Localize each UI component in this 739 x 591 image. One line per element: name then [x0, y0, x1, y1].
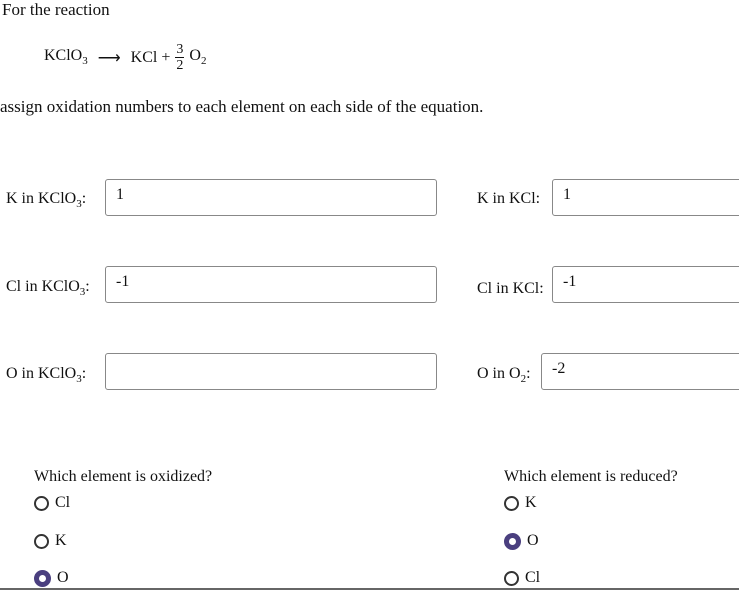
- radio-icon[interactable]: [504, 496, 519, 511]
- o-kclo3-input[interactable]: [105, 353, 437, 390]
- radio-icon[interactable]: [34, 534, 49, 549]
- option-label: K: [55, 532, 67, 549]
- option-label: K: [525, 494, 537, 511]
- arrow: ⟶: [97, 49, 121, 67]
- denominator: 2: [176, 58, 184, 73]
- numerator: 3: [176, 42, 184, 57]
- k-kclo3-label: K in KClO$_3$:: [6, 190, 87, 211]
- reduced-option-k[interactable]: [504, 494, 537, 512]
- intro-text: For the reaction: [2, 0, 110, 19]
- option-label: O: [527, 532, 539, 549]
- o-kclo3-label: O in KClO$_3$:: [6, 365, 87, 386]
- k-kclo3-input[interactable]: 1: [105, 179, 437, 216]
- reaction-equation: [44, 42, 206, 73]
- bottom-divider: [0, 588, 739, 590]
- reduced-question: Which element is reduced?: [504, 468, 678, 485]
- reduced-option-o[interactable]: [504, 532, 539, 550]
- instruction-text: assign oxidation numbers to each element on each side of the equation.: [0, 97, 484, 116]
- radio-icon[interactable]: [34, 496, 49, 511]
- cl-kcl-input[interactable]: -1: [552, 266, 739, 303]
- product2-sub: 2: [200, 55, 207, 68]
- cl-kclo3-input[interactable]: -1: [105, 266, 437, 303]
- option-label: Cl: [525, 569, 541, 586]
- option-label: Cl: [55, 494, 71, 511]
- cl-kcl-label: Cl in KCl:: [477, 280, 544, 297]
- k-kcl-label: K in KCl:: [477, 190, 541, 207]
- reactant: KClO: [44, 47, 83, 65]
- radio-icon[interactable]: [504, 571, 519, 586]
- reduced-option-cl[interactable]: [504, 569, 540, 587]
- o-o2-label: O in $O_2$:: [477, 365, 531, 386]
- oxidized-question: Which element is oxidized?: [34, 468, 213, 485]
- option-label: O: [57, 569, 69, 586]
- k-kcl-input[interactable]: 1: [552, 179, 739, 216]
- radio-selected-icon[interactable]: [504, 533, 521, 550]
- cl-kclo3-label: Cl in KClO$_3$:: [6, 278, 90, 299]
- oxidized-option-o[interactable]: [34, 569, 69, 587]
- reactant-sub: 3: [82, 55, 88, 68]
- o-o2-input[interactable]: -2: [541, 353, 739, 390]
- product2: O: [189, 47, 201, 65]
- oxidized-option-k[interactable]: [34, 532, 67, 550]
- product1: KCl +: [130, 48, 171, 66]
- fraction: [175, 42, 184, 73]
- radio-selected-icon[interactable]: [34, 570, 51, 587]
- oxidized-option-cl[interactable]: [34, 494, 70, 512]
